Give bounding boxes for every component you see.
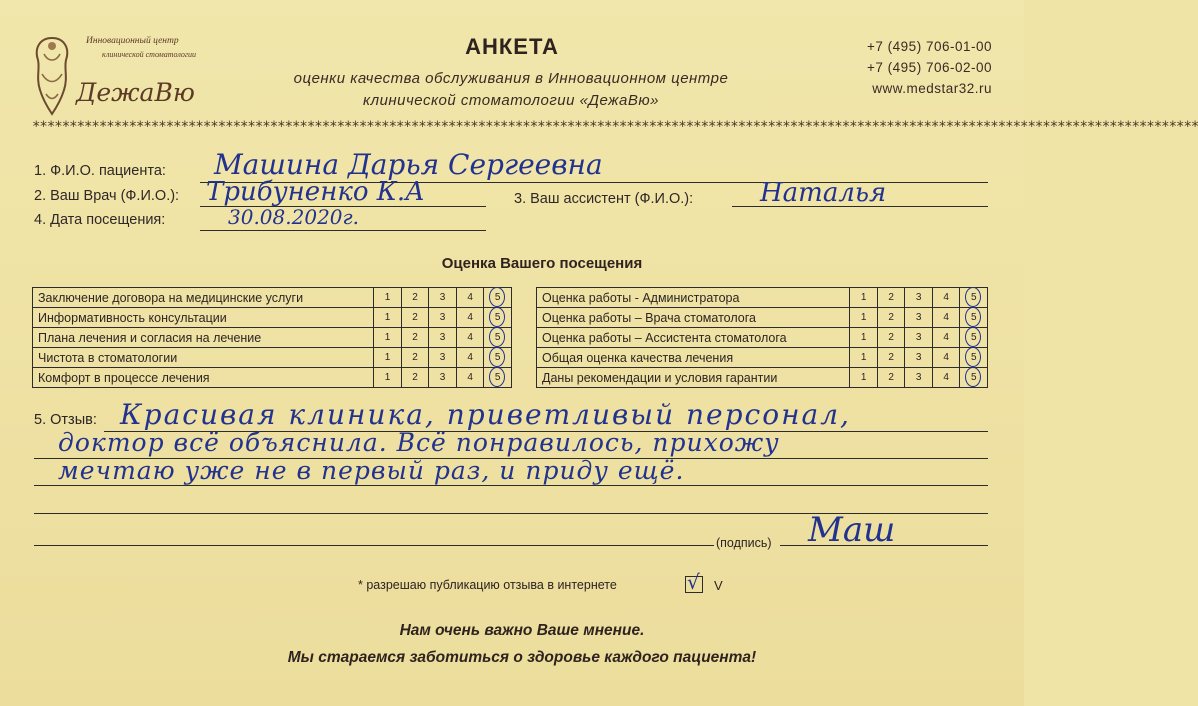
rating-criterion: Оценка работы – Врача стоматолога (537, 308, 850, 328)
selected-circle-icon (489, 367, 505, 387)
rating-option-1[interactable]: 1 (850, 348, 878, 368)
rating-option-2[interactable]: 2 (877, 288, 905, 308)
rating-option-4[interactable]: 4 (456, 368, 484, 388)
selected-circle-icon (965, 367, 981, 387)
rating-criterion: Заключение договора на медицинские услуги (33, 288, 374, 308)
rating-option-4[interactable]: 4 (456, 308, 484, 328)
rating-option-5[interactable]: 5 (484, 288, 512, 308)
signature-label: (подпись) (716, 536, 772, 550)
doctor-label: 2. Ваш Врач (Ф.И.О.): (34, 188, 180, 204)
rating-criterion: Чистота в стоматологии (33, 348, 374, 368)
rating-option-3[interactable]: 3 (429, 328, 457, 348)
assistant-label: 3. Ваш ассистент (Ф.И.О.): (514, 191, 694, 207)
phone-2: +7 (495) 706-02-00 (867, 60, 992, 75)
rating-option-1[interactable]: 1 (374, 328, 402, 348)
rating-option-2[interactable]: 2 (877, 368, 905, 388)
rating-option-3[interactable]: 3 (905, 308, 933, 328)
ratings-table-right (536, 287, 988, 388)
rating-option-5[interactable]: 5 (484, 308, 512, 328)
rating-option-3[interactable]: 3 (429, 308, 457, 328)
rating-option-3[interactable]: 3 (905, 288, 933, 308)
rating-row (33, 308, 512, 328)
patient-value[interactable]: Машина Дарья Сергеевна (214, 148, 603, 181)
review-text-1[interactable]: Красивая клиника, приветливый персонал, (120, 398, 851, 431)
rating-row (537, 368, 988, 388)
rating-option-2[interactable]: 2 (401, 288, 429, 308)
rating-option-3[interactable]: 3 (905, 368, 933, 388)
check-mark-icon: √ (687, 570, 700, 594)
rating-option-2[interactable]: 2 (877, 328, 905, 348)
rating-option-1[interactable]: 1 (374, 288, 402, 308)
date-line (200, 230, 486, 231)
contacts-block (867, 36, 992, 99)
form-title: АНКЕТА (465, 34, 559, 59)
rating-criterion: Плана лечения и согласия на лечение (33, 328, 374, 348)
rating-option-2[interactable]: 2 (877, 308, 905, 328)
date-value[interactable]: 30.08.2020г. (228, 205, 359, 229)
rating-option-5[interactable]: 5 (960, 288, 988, 308)
rating-option-4[interactable]: 4 (932, 368, 960, 388)
rating-option-4[interactable]: 4 (932, 348, 960, 368)
rating-option-3[interactable]: 3 (905, 348, 933, 368)
website: www.medstar32.ru (872, 81, 992, 96)
phone-1: +7 (495) 706-01-00 (867, 39, 992, 54)
rating-option-2[interactable]: 2 (401, 348, 429, 368)
rating-option-1[interactable]: 1 (374, 308, 402, 328)
review-line-5 (34, 545, 714, 546)
rating-option-4[interactable]: 4 (456, 348, 484, 368)
selected-circle-icon (489, 287, 505, 307)
rating-row (537, 308, 988, 328)
date-label: 4. Дата посещения: (34, 212, 166, 228)
rating-option-2[interactable]: 2 (401, 368, 429, 388)
rating-option-2[interactable]: 2 (401, 328, 429, 348)
patient-label: 1. Ф.И.О. пациента: (34, 163, 166, 179)
ratings-table-left (32, 287, 512, 388)
rating-row (537, 348, 988, 368)
rating-option-5[interactable]: 5 (960, 308, 988, 328)
rating-option-5[interactable]: 5 (960, 348, 988, 368)
selected-circle-icon (489, 327, 505, 347)
rating-criterion: Общая оценка качества лечения (537, 348, 850, 368)
star-divider: ************************************************************************************************************************************************************* (32, 119, 1198, 135)
rating-criterion: Информативность консультации (33, 308, 374, 328)
rating-option-5[interactable]: 5 (484, 368, 512, 388)
selected-circle-icon (965, 327, 981, 347)
rating-option-1[interactable]: 1 (850, 368, 878, 388)
rating-option-3[interactable]: 3 (429, 368, 457, 388)
footer-line-2: Мы стараемся заботиться о здоровье каждого пациента! (287, 649, 757, 666)
doctor-value[interactable]: Трибуненко К.А (206, 177, 425, 207)
rating-criterion: Даны рекомендации и условия гарантии (537, 368, 850, 388)
rating-option-3[interactable]: 3 (905, 328, 933, 348)
selected-circle-icon (965, 287, 981, 307)
footer-line-1: Нам очень важно Ваше мнение. (399, 622, 645, 639)
form-subtitle (200, 68, 822, 112)
rating-criterion: Комфорт в процессе лечения (33, 368, 374, 388)
rating-row (537, 328, 988, 348)
subtitle-line-1: оценки качества обслуживания в Инновационном центре (293, 70, 729, 87)
review-text-2[interactable]: доктор всё объяснила. Всё понравилось, прихожу (58, 428, 780, 457)
rating-option-4[interactable]: 4 (456, 288, 484, 308)
logo-name: ДежаВю (76, 78, 195, 107)
logo-line-2: клинической стоматологии (102, 50, 197, 59)
rating-option-4[interactable]: 4 (456, 328, 484, 348)
rating-option-2[interactable]: 2 (401, 308, 429, 328)
rating-option-4[interactable]: 4 (932, 308, 960, 328)
ratings-title: Оценка Вашего посещения (441, 255, 643, 272)
consent-text: * разрешаю публикацию отзыва в интернете (358, 578, 617, 592)
assistant-value[interactable]: Наталья (760, 178, 887, 208)
rating-option-4[interactable]: 4 (932, 288, 960, 308)
rating-option-1[interactable]: 1 (850, 288, 878, 308)
review-line-3 (34, 485, 988, 486)
selected-circle-icon (489, 347, 505, 367)
rating-option-1[interactable]: 1 (850, 308, 878, 328)
rating-option-1[interactable]: 1 (374, 368, 402, 388)
rating-option-3[interactable]: 3 (429, 348, 457, 368)
rating-row (33, 288, 512, 308)
signature[interactable]: Маш (808, 510, 896, 550)
rating-criterion: Оценка работы – Ассистента стоматолога (537, 328, 850, 348)
review-text-3[interactable]: мечтаю уже не в первый раз, и приду ещё. (58, 456, 685, 485)
review-label: 5. Отзыв: (34, 412, 97, 428)
rating-option-5[interactable]: 5 (484, 348, 512, 368)
rating-criterion: Оценка работы - Администратора (537, 288, 850, 308)
rating-option-5[interactable]: 5 (960, 328, 988, 348)
rating-option-5[interactable]: 5 (960, 368, 988, 388)
logo-line-1: Инновационный центр (86, 36, 179, 46)
rating-option-1[interactable]: 1 (374, 348, 402, 368)
rating-option-3[interactable]: 3 (429, 288, 457, 308)
rating-row (33, 348, 512, 368)
rating-option-5[interactable]: 5 (484, 328, 512, 348)
selected-circle-icon (965, 307, 981, 327)
rating-option-4[interactable]: 4 (932, 328, 960, 348)
rating-row (33, 328, 512, 348)
rating-option-2[interactable]: 2 (877, 348, 905, 368)
consent-mark: V (714, 578, 723, 593)
selected-circle-icon (489, 307, 505, 327)
selected-circle-icon (965, 347, 981, 367)
rating-row (537, 288, 988, 308)
rating-option-1[interactable]: 1 (850, 328, 878, 348)
subtitle-line-2: клинической стоматологии «ДежаВю» (363, 92, 659, 109)
rating-row (33, 368, 512, 388)
